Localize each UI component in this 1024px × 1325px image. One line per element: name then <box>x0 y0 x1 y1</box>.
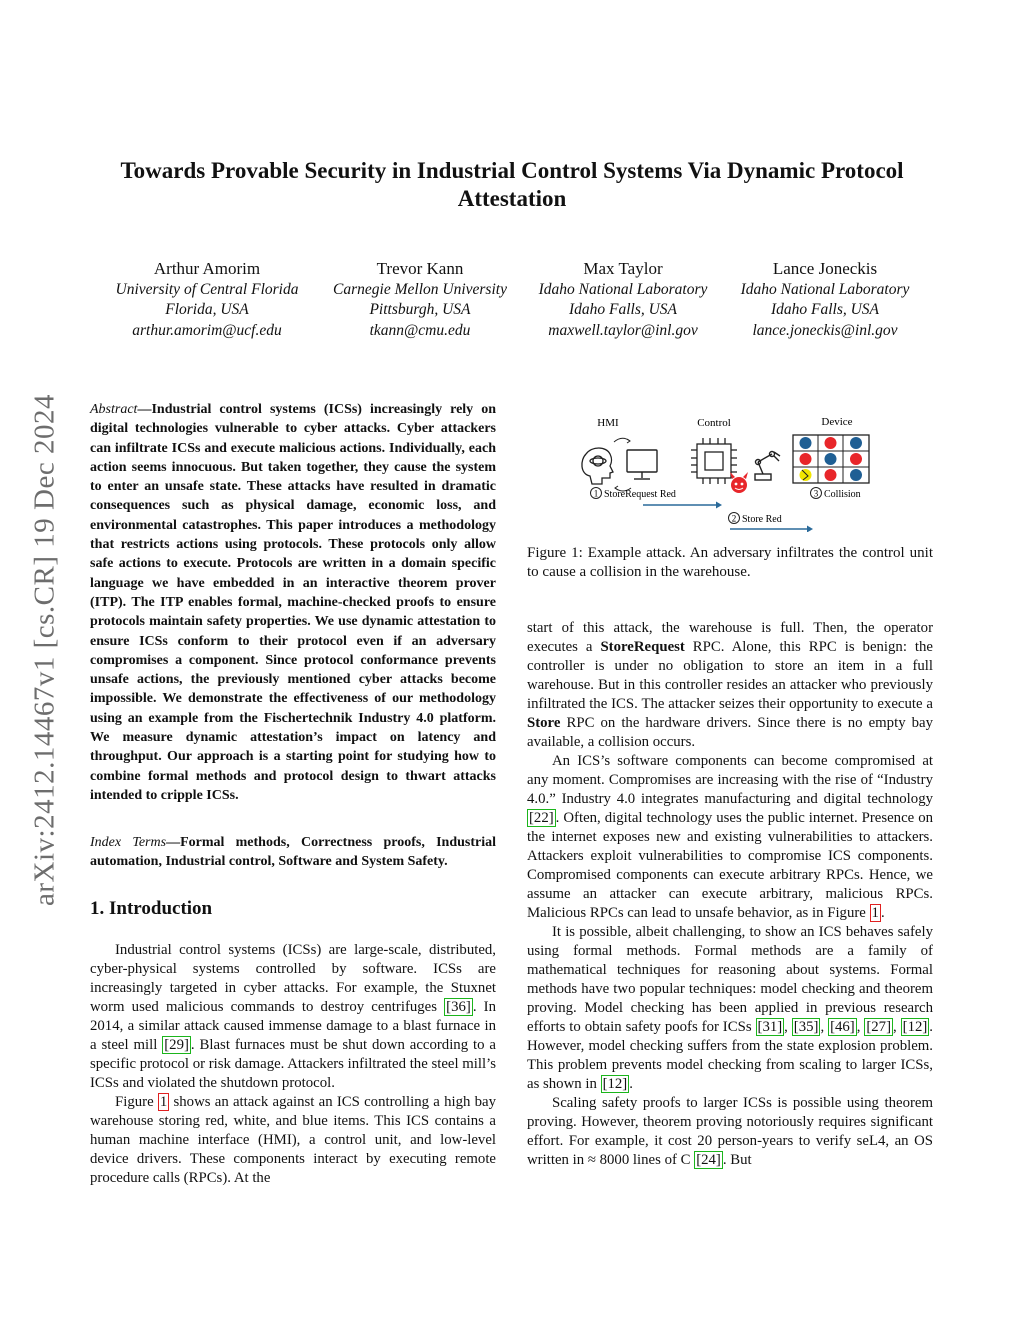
arxiv-identifier: arXiv:2412.14467v1 [cs.CR] 19 Dec 2024 <box>28 394 61 906</box>
text-run: Industrial control systems (ICSs) are large-scale, distributed, cyber-physical systems controlled by software. ICSs are increasingly targeted in cyber attacks. For example, the Stuxnet worm used malicious commands to destroy centrifuges <box>90 942 496 1015</box>
body-paragraph <box>527 752 933 923</box>
author-block <box>305 259 535 341</box>
abstract-label: Abstract <box>90 402 138 417</box>
text-run: . Often, digital technology uses the public internet. Presence on the internet exposes new and existing vulnerabilities to attackers. Attackers exploit vulnerabilities to compromise ICS components. Compromised components can execute arbitrary RPCs. Hence, we assume an attacker can execute arbitrary, malicious RPCs. Malicious RPCs can lead to unsafe behavior, as in Figure <box>527 810 933 921</box>
index-terms-text: —Formal methods, Correctness proofs, Industrial automation, Industrial control, Software and System Safety. <box>90 835 497 870</box>
citation-link[interactable]: [31] <box>757 1019 783 1035</box>
warehouse-item <box>825 469 837 481</box>
svg-text:StoreRequest Red: StoreRequest Red <box>604 489 676 500</box>
arrow-1-head <box>716 502 722 509</box>
paper-title: Towards Provable Security in Industrial Control Systems Via Dynamic Protocol Attestation <box>120 158 904 211</box>
warehouse-item <box>850 469 862 481</box>
figure-ref-link[interactable]: 1 <box>871 905 879 921</box>
sync-arrows-icon <box>614 438 631 491</box>
author-affiliation: Idaho National Laboratory <box>538 280 708 298</box>
citation-link[interactable]: [46] <box>830 1019 855 1035</box>
author-email: maxwell.taylor@inl.gov <box>548 321 698 339</box>
text-run: . Blast furnaces must be shut down according to a specific protocol or risk damage. Attackers infiltrated the steel mill’s ICSs and violated the shutdown protocol. <box>90 1037 496 1091</box>
svg-text:Store Red: Store Red <box>742 514 782 525</box>
text-run: Scaling safety proofs to larger ICSs is possible using theorem proving. However, theorem proving notoriously requires significant effort. For example, it cost 20 person-years to verify seL4, an OS written in ≈ 8000 lines of C <box>527 1095 933 1168</box>
author-location: Idaho Falls, USA <box>770 301 880 318</box>
figure-1 <box>570 408 900 532</box>
svg-text:3: 3 <box>813 488 819 499</box>
body-paragraph <box>527 1094 933 1170</box>
figure-caption: Figure 1: Example attack. An adversary infiltrates the control unit to cause a collision in the warehouse. <box>527 545 933 580</box>
step-3-label <box>811 488 861 501</box>
figure-ref-link[interactable]: 1 <box>159 1094 168 1110</box>
arxiv-sidebar <box>10 360 80 940</box>
text-run: . In 2014, a similar attack caused immense damage to a blast furnace in a steel mill <box>90 999 496 1053</box>
arrow-2-head <box>807 526 813 533</box>
control-label: Control <box>697 417 731 429</box>
author-block <box>508 259 738 341</box>
author-location: Idaho Falls, USA <box>568 301 678 318</box>
citation-link[interactable]: [12] <box>902 1019 928 1035</box>
robot-arm-icon <box>755 452 780 481</box>
index-terms-label: Index Terms <box>90 835 167 850</box>
citation-link[interactable]: [35] <box>793 1019 819 1035</box>
author-location: Florida, USA <box>165 301 249 318</box>
citation-link[interactable]: [24] <box>696 1152 721 1168</box>
chip-icon <box>691 438 737 484</box>
author-name: Max Taylor <box>583 259 663 278</box>
citation-link[interactable]: [36] <box>446 999 471 1015</box>
head-brain-icon <box>582 448 613 484</box>
hmi-label: HMI <box>597 417 619 429</box>
step-1-label <box>591 488 676 501</box>
author-name: Lance Joneckis <box>772 259 878 278</box>
text-run: RPC. Alone, this RPC is benign: the controller is under no obligation to store an item in a full warehouse. But in this controller resides an attacker who previously infiltrated the ICS. The attacker seizes their opportunity to execute a <box>527 639 933 712</box>
svg-text:2: 2 <box>731 513 737 524</box>
text-run: An ICS’s software components can become compromised at any moment. Compromises are increasing with the rise of “Industry 4.0.” Industry 4.0 integrates manufacturing and digital technology <box>527 753 933 807</box>
bold-term: StoreRequest <box>600 639 685 655</box>
device-label: Device <box>821 416 853 428</box>
author-location: Pittsburgh, USA <box>369 301 471 318</box>
text-run: RPC on the hardware drivers. Since there is no empty bay available, a collision occurs. <box>527 715 933 750</box>
warehouse-item <box>800 437 812 449</box>
author-affiliation: Idaho National Laboratory <box>740 280 910 298</box>
abstract <box>90 400 496 805</box>
index-terms <box>90 833 496 872</box>
text-run: . <box>880 905 885 921</box>
warehouse-item <box>850 437 862 449</box>
author-email: arthur.amorim@ucf.edu <box>132 321 282 339</box>
citation-link[interactable]: [29] <box>164 1037 189 1053</box>
author-email: tkann@cmu.edu <box>369 321 471 339</box>
warehouse-grid <box>793 435 869 483</box>
warehouse-item <box>800 469 812 481</box>
text-run: Figure <box>115 1094 158 1110</box>
monitor-icon <box>627 450 657 479</box>
text-run: It is possible, albeit challenging, to show an ICS behaves safely using formal methods. Formal methods are a family of mathematical techniques for reasoning about systems. Formal methods have two popular techniques: model checking and theorem proving. Model checking has been applied in previous research efforts to obtain safety poofs for ICSs <box>527 924 933 1035</box>
author-affiliation: University of Central Florida <box>115 280 299 298</box>
text-run: shows an attack against an ICS controlling a high bay warehouse storing red, white, and blue items. This ICS contains a human machine interface (HMI), a control unit, and low-level device drivers. These components interact by executing remote procedure calls (RPCs). At the <box>90 1094 496 1186</box>
svg-text:Collision: Collision <box>824 489 861 500</box>
author-email: lance.joneckis@inl.gov <box>752 321 898 339</box>
intro-paragraph <box>90 1093 496 1188</box>
author-name: Arthur Amorim <box>153 259 261 278</box>
text-run: , <box>893 1019 901 1035</box>
author-name: Trevor Kann <box>376 259 464 278</box>
body-paragraph <box>527 619 933 752</box>
text-run: . <box>629 1076 633 1092</box>
warehouse-item <box>825 437 837 449</box>
warehouse-item <box>825 453 837 465</box>
author-affiliation: Carnegie Mellon University <box>333 280 507 298</box>
warehouse-item <box>850 453 862 465</box>
abstract-text: —Industrial control systems (ICSs) increasingly rely on digital technologies vulnerable to cyber attacks. Cyber attackers can infiltrate ICSs and execute malicious actions. Individually, each action seems innocuous. But taken together, they cause the system to enter an unsafe state. These attacks have resulted in dramatic consequences such as physical damage, economic loss, and environmental catastrophes. This paper introduces a methodology that restricts actions using protocols. These protocols only allow safe actions to execute. Protocols are written in a domain specific language we have embedded in an interactive theorem prover (ITP). The ITP enables formal, machine-checked proofs to ensure protocols maintain safety properties. We use dynamic attestation to ensure ICSs conform to their protocol even if an adversary compromises a component. Since protocol conformance prevents unsafe actions, the previously mentioned cyber attacks become impossible. We demonstrate the effectiveness of our methodology using an example from the Fischertechnik Industry 4.0 platform. We measure dynamic attestation’s impact on latency and throughput. Our approach is a starting point for studying how to combine formal methods and protocol design to thwart attacks intended to cripple ICSs. <box>90 402 496 803</box>
text-run: start of this attack, the warehouse is full. Then, the operator executes a <box>527 620 933 655</box>
text-run: , <box>784 1019 792 1035</box>
citation-link[interactable]: [27] <box>866 1019 892 1035</box>
warehouse-item <box>800 453 812 465</box>
devil-attacker-icon <box>730 472 748 493</box>
section-heading: 1. Introduction <box>90 898 213 919</box>
author-block <box>710 259 940 341</box>
citation-link[interactable]: [22] <box>529 810 554 826</box>
step-2-label <box>729 513 782 526</box>
intro-column <box>90 941 496 1188</box>
citation-link[interactable]: [12] <box>602 1076 628 1092</box>
author-block <box>92 259 322 341</box>
text-run: , <box>820 1019 829 1035</box>
intro-paragraph <box>90 941 496 1093</box>
svg-text:1: 1 <box>593 488 599 499</box>
text-run: . But <box>722 1152 752 1168</box>
text-run: , <box>856 1019 865 1035</box>
right-column <box>527 619 933 1170</box>
body-paragraph <box>527 923 933 1094</box>
text-run: . However, model checking suffers from the state explosion problem. This problem prevents model checking from scaling to larger ICSs, as shown in <box>527 1019 933 1092</box>
bold-term: Store <box>527 715 561 731</box>
